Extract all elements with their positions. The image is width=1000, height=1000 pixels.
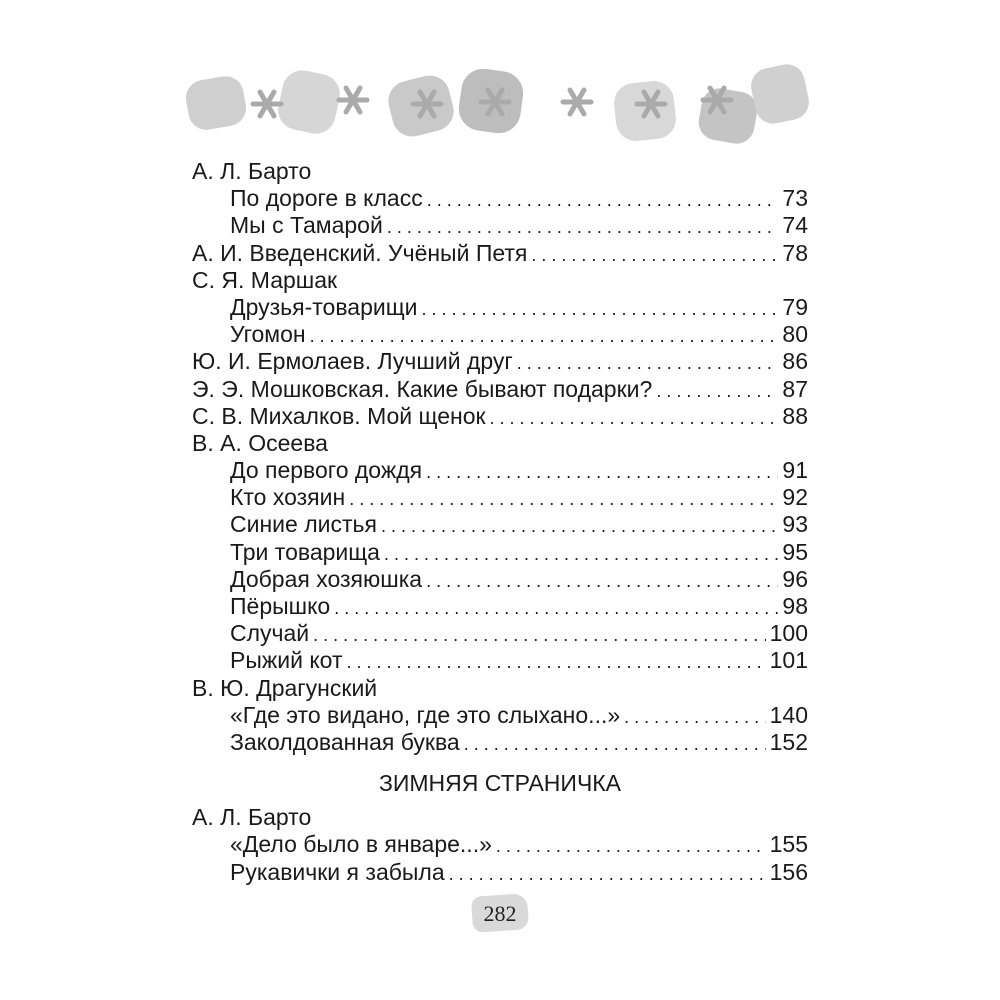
dot-leader bbox=[427, 187, 779, 214]
entry-title: Мы с Тамарой bbox=[230, 212, 383, 239]
dot-leader bbox=[464, 731, 766, 758]
entry-page-number: 91 bbox=[782, 457, 808, 484]
entry-page-number: 73 bbox=[782, 185, 808, 212]
toc-entry bbox=[192, 376, 808, 403]
decorative-header-ornament bbox=[185, 60, 815, 150]
entry-page-number: 140 bbox=[769, 701, 808, 728]
entry-title: Кто хозяин bbox=[230, 484, 346, 511]
toc-entry bbox=[192, 294, 808, 321]
author-heading bbox=[192, 675, 808, 702]
dot-leader bbox=[387, 214, 779, 241]
entry-page-number: 74 bbox=[782, 212, 808, 239]
toc-entry bbox=[192, 566, 808, 593]
dot-leader bbox=[346, 649, 765, 676]
toc-entry bbox=[192, 511, 808, 538]
dot-leader bbox=[656, 378, 778, 405]
entry-page-number: 92 bbox=[782, 484, 808, 511]
entry-page-number: 88 bbox=[782, 402, 808, 429]
entry-page-number: 80 bbox=[782, 321, 808, 348]
entry-title: А. И. Введенский. Учёный Петя bbox=[192, 239, 528, 266]
entry-title: Рукавички я забыла bbox=[230, 858, 445, 885]
dot-leader bbox=[449, 861, 766, 888]
entry-title: Три товарища bbox=[230, 538, 380, 565]
entry-page-number: 100 bbox=[769, 620, 808, 647]
dot-leader bbox=[349, 486, 778, 513]
toc-entry bbox=[192, 831, 808, 858]
dot-leader bbox=[426, 568, 778, 595]
dot-leader bbox=[624, 704, 765, 731]
entry-page-number: 78 bbox=[782, 239, 808, 266]
toc-entry bbox=[192, 729, 808, 756]
entry-title: До первого дождя bbox=[230, 457, 423, 484]
entry-title: Рыжий кот bbox=[230, 647, 343, 674]
dot-leader bbox=[531, 242, 778, 269]
toc-entry bbox=[192, 484, 808, 511]
entry-page-number: 79 bbox=[782, 293, 808, 320]
entry-title: С. Я. Маршак bbox=[192, 266, 338, 293]
toc-entry bbox=[192, 702, 808, 729]
entry-page-number: 95 bbox=[782, 538, 808, 565]
toc-entry bbox=[192, 647, 808, 674]
dot-leader bbox=[426, 459, 778, 486]
toc-entry bbox=[192, 240, 808, 267]
table-of-contents bbox=[192, 158, 808, 886]
entry-title: В. А. Осеева bbox=[192, 429, 328, 456]
toc-entry bbox=[192, 620, 808, 647]
dot-leader bbox=[381, 513, 778, 540]
page-number: 282 bbox=[483, 901, 517, 926]
toc-entry bbox=[192, 859, 808, 886]
entry-title: Пёрышко bbox=[230, 593, 331, 619]
author-heading bbox=[192, 158, 808, 185]
entry-page-number: 87 bbox=[782, 375, 808, 402]
entry-page-number: 156 bbox=[769, 858, 808, 885]
entry-title: «Дело было в январе...» bbox=[230, 831, 492, 858]
author-heading bbox=[192, 430, 808, 457]
toc-entry bbox=[192, 321, 808, 348]
entry-title: Угомон bbox=[230, 321, 306, 348]
dot-leader bbox=[384, 541, 778, 568]
author-heading bbox=[192, 267, 808, 294]
entry-title: Добрая хозяюшка bbox=[230, 565, 423, 592]
entry-page-number: 152 bbox=[769, 728, 808, 755]
entry-page-number: 86 bbox=[782, 348, 808, 375]
dot-leader bbox=[517, 350, 779, 377]
entry-page-number: 98 bbox=[782, 593, 808, 619]
entry-title: Друзья-товарищи bbox=[230, 293, 418, 320]
dot-leader bbox=[334, 595, 778, 622]
entry-page-number: 96 bbox=[782, 565, 808, 592]
dot-leader bbox=[313, 622, 765, 649]
entry-title: А. Л. Барто bbox=[192, 804, 312, 831]
entry-page-number: 93 bbox=[782, 511, 808, 538]
entry-title: «Где это видано, где это слыхано...» bbox=[230, 701, 621, 728]
dot-leader bbox=[310, 323, 779, 350]
entry-title: Э. Э. Мошковская. Какие бывают подарки? bbox=[192, 375, 653, 402]
section-heading: ЗИМНЯЯ СТРАНИЧКА bbox=[378, 770, 622, 797]
author-heading bbox=[192, 804, 808, 831]
toc-entry bbox=[192, 185, 808, 212]
entry-title: По дороге в класс bbox=[230, 185, 423, 212]
toc-entry bbox=[192, 212, 808, 239]
entry-title: Ю. И. Ермолаев. Лучший друг bbox=[192, 348, 513, 375]
dot-leader bbox=[490, 405, 779, 432]
toc-entry bbox=[192, 593, 808, 620]
entry-title: В. Ю. Драгунский bbox=[192, 674, 378, 701]
toc-entry bbox=[192, 403, 808, 430]
dot-leader bbox=[496, 833, 766, 860]
entry-title: Синие листья bbox=[230, 511, 377, 538]
dot-leader bbox=[421, 296, 778, 323]
toc-entry bbox=[192, 457, 808, 484]
entry-title: С. В. Михалков. Мой щенок bbox=[192, 402, 486, 429]
entry-page-number: 155 bbox=[769, 831, 808, 858]
toc-entry bbox=[192, 348, 808, 375]
entry-title: Заколдованная буква bbox=[230, 728, 460, 755]
entry-title: Случай bbox=[230, 620, 310, 647]
toc-entry bbox=[192, 539, 808, 566]
entry-page-number: 101 bbox=[769, 647, 808, 674]
entry-title: А. Л. Барто bbox=[192, 158, 312, 184]
